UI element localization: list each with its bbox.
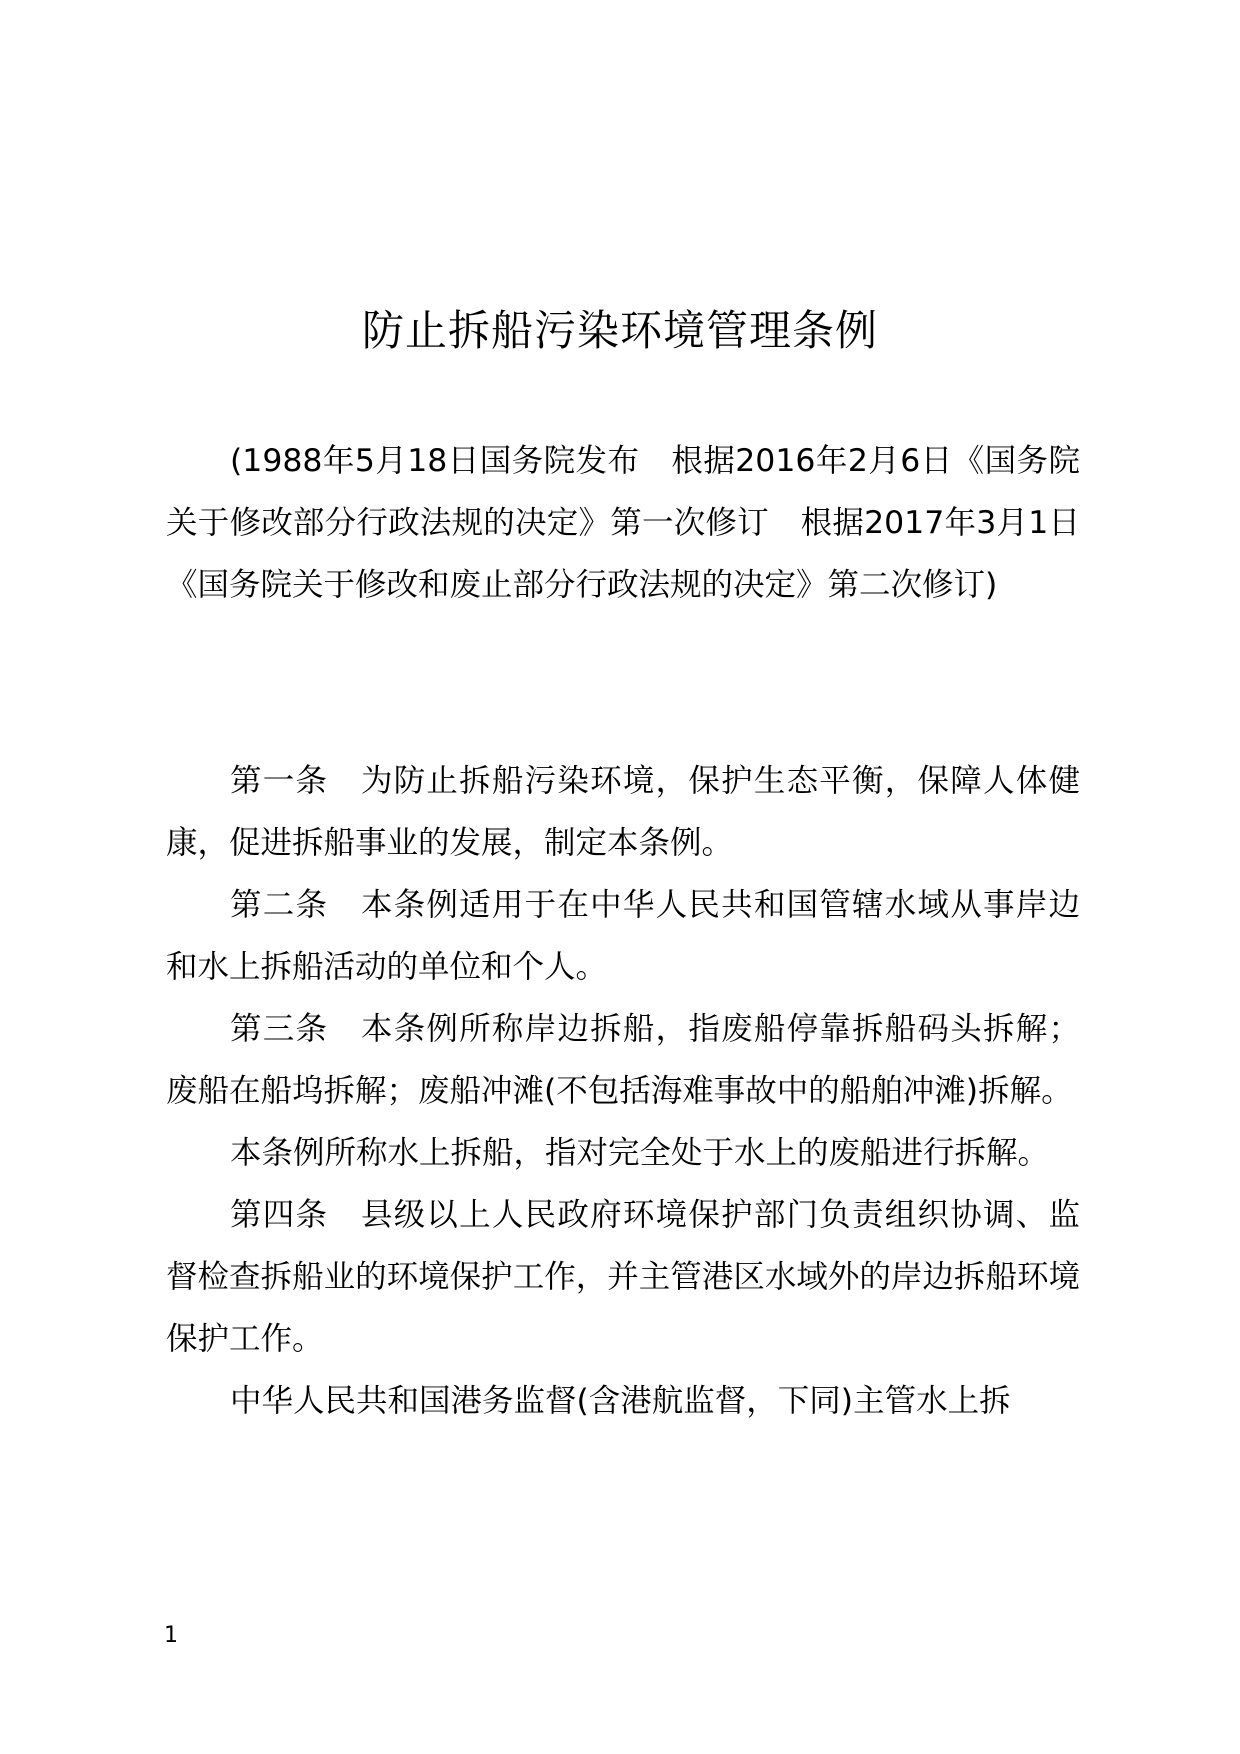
page-number: 1	[164, 1623, 178, 1648]
article-3-para-2: 本条例所称水上拆船，指对完全处于水上的废船进行拆解。	[230, 1135, 1050, 1171]
article-2: 第二条 本条例适用于在中华人民共和国管辖水域从事岸边和水上拆船活动的单位和个人。	[166, 887, 1080, 985]
article-4: 第四条 县级以上人民政府环境保护部门负责组织协调、监督检查拆船业的环境保护工作，并主管港区水域外的岸边拆船环境保护工作。	[166, 1197, 1080, 1357]
preamble-text: (1988年5月18日国务院发布 根据2016年2月6日《国务院关于修改部分行政法规的决定》第一次修订 根据2017年3月1日《国务院关于修改和废止部分行政法规的决定》第二次修订)	[166, 443, 1080, 603]
document-title: 防止拆船污染环境管理条例	[361, 306, 878, 355]
preamble-block	[166, 430, 1080, 616]
articles-block	[166, 750, 1080, 1432]
article-3: 第三条 本条例所称岸边拆船，指废船停靠拆船码头拆解；废船在船坞拆解；废船冲滩(不包括海难事故中的船舶冲滩)拆解。	[166, 1011, 1080, 1109]
article-1: 第一条 为防止拆船污染环境，保护生态平衡，保障人体健康，促进拆船事业的发展，制定本条例。	[166, 763, 1080, 861]
article-4-para-2: 中华人民共和国港务监督(含港航监督，下同)主管水上拆	[230, 1383, 1011, 1419]
